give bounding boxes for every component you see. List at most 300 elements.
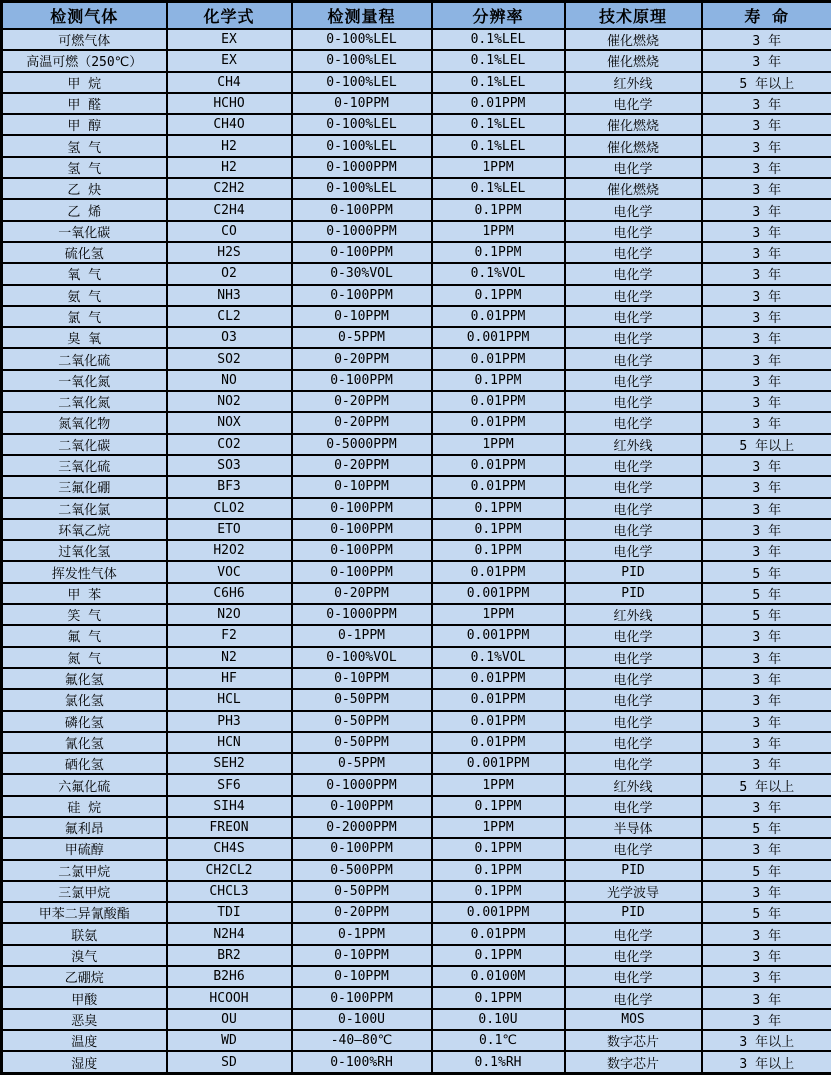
cell-formula: CH4	[167, 72, 292, 93]
cell-gas-name: 氯 气	[2, 306, 167, 327]
cell-lifespan: 3 年	[702, 157, 831, 178]
table-row	[2, 370, 831, 391]
cell-gas-name: 六氟化硫	[2, 774, 167, 795]
cell-gas-name: 硅 烷	[2, 796, 167, 817]
cell-formula: VOC	[167, 561, 292, 582]
table-row	[2, 583, 831, 604]
table-row	[2, 1009, 831, 1030]
cell-resolution: 0.001PPM	[432, 902, 565, 923]
cell-range: 0-100%VOL	[292, 647, 432, 668]
table-row	[2, 817, 831, 838]
cell-range: -40—80℃	[292, 1030, 432, 1051]
cell-lifespan: 3 年	[702, 93, 831, 114]
cell-principle: PID	[565, 561, 702, 582]
cell-gas-name: 恶臭	[2, 1009, 167, 1030]
table-row	[2, 561, 831, 582]
cell-formula: CO	[167, 221, 292, 242]
cell-gas-name: 甲 醛	[2, 93, 167, 114]
cell-principle: 电化学	[565, 923, 702, 944]
table-row	[2, 50, 831, 71]
column-header-formula: 化学式	[167, 2, 292, 30]
cell-resolution: 0.1PPM	[432, 945, 565, 966]
column-header-lifespan: 寿 命	[702, 2, 831, 30]
cell-gas-name: 甲苯二异氰酸酯	[2, 902, 167, 923]
cell-range: 0-5PPM	[292, 327, 432, 348]
cell-range: 0-1PPM	[292, 625, 432, 646]
cell-lifespan: 3 年	[702, 796, 831, 817]
cell-formula: C6H6	[167, 583, 292, 604]
cell-range: 0-5PPM	[292, 753, 432, 774]
table-row	[2, 689, 831, 710]
cell-lifespan: 3 年	[702, 50, 831, 71]
cell-gas-name: 氯化氢	[2, 689, 167, 710]
table-row	[2, 647, 831, 668]
cell-formula: CHCL3	[167, 881, 292, 902]
cell-formula: NH3	[167, 285, 292, 306]
cell-resolution: 1PPM	[432, 817, 565, 838]
cell-range: 0-1000PPM	[292, 604, 432, 625]
cell-formula: N2H4	[167, 923, 292, 944]
cell-resolution: 0.01PPM	[432, 412, 565, 433]
cell-lifespan: 3 年	[702, 306, 831, 327]
table-row	[2, 157, 831, 178]
cell-range: 0-5000PPM	[292, 434, 432, 455]
cell-principle: 电化学	[565, 348, 702, 369]
cell-principle: PID	[565, 902, 702, 923]
cell-principle: 电化学	[565, 263, 702, 284]
table-row	[2, 774, 831, 795]
cell-formula: H2	[167, 157, 292, 178]
cell-gas-name: 三氯甲烷	[2, 881, 167, 902]
cell-lifespan: 3 年	[702, 945, 831, 966]
cell-formula: FREON	[167, 817, 292, 838]
cell-principle: 电化学	[565, 93, 702, 114]
cell-lifespan: 5 年	[702, 902, 831, 923]
cell-formula: O3	[167, 327, 292, 348]
cell-principle: 电化学	[565, 668, 702, 689]
cell-lifespan: 3 年	[702, 668, 831, 689]
table-row	[2, 625, 831, 646]
table-row	[2, 178, 831, 199]
cell-principle: 电化学	[565, 391, 702, 412]
cell-resolution: 0.001PPM	[432, 583, 565, 604]
cell-lifespan: 3 年	[702, 455, 831, 476]
cell-principle: 电化学	[565, 711, 702, 732]
cell-resolution: 0.0100M	[432, 966, 565, 987]
table-row	[2, 434, 831, 455]
cell-gas-name: 氮氧化物	[2, 412, 167, 433]
table-row	[2, 881, 831, 902]
cell-resolution: 0.01PPM	[432, 348, 565, 369]
cell-principle: PID	[565, 860, 702, 881]
cell-principle: 电化学	[565, 838, 702, 859]
cell-resolution: 0.1%VOL	[432, 263, 565, 284]
cell-formula: H2	[167, 135, 292, 156]
cell-principle: 催化燃烧	[565, 135, 702, 156]
cell-lifespan: 5 年	[702, 860, 831, 881]
cell-resolution: 0.1℃	[432, 1030, 565, 1051]
cell-gas-name: 乙 炔	[2, 178, 167, 199]
cell-resolution: 0.01PPM	[432, 476, 565, 497]
cell-lifespan: 3 年	[702, 519, 831, 540]
cell-principle: 数字芯片	[565, 1030, 702, 1051]
cell-formula: NOX	[167, 412, 292, 433]
cell-resolution: 0.001PPM	[432, 753, 565, 774]
cell-range: 0-100%LEL	[292, 114, 432, 135]
cell-range: 0-100PPM	[292, 987, 432, 1008]
cell-principle: 电化学	[565, 221, 702, 242]
table-row	[2, 519, 831, 540]
cell-principle: 数字芯片	[565, 1051, 702, 1073]
cell-resolution: 1PPM	[432, 157, 565, 178]
cell-range: 0-500PPM	[292, 860, 432, 881]
cell-principle: 电化学	[565, 519, 702, 540]
cell-principle: 催化燃烧	[565, 29, 702, 50]
cell-resolution: 0.1%LEL	[432, 135, 565, 156]
cell-range: 0-100%RH	[292, 1051, 432, 1073]
cell-principle: 电化学	[565, 966, 702, 987]
cell-lifespan: 3 年	[702, 711, 831, 732]
cell-lifespan: 3 年	[702, 498, 831, 519]
cell-resolution: 0.01PPM	[432, 306, 565, 327]
cell-gas-name: 氟 气	[2, 625, 167, 646]
cell-lifespan: 3 年	[702, 29, 831, 50]
cell-lifespan: 3 年	[702, 285, 831, 306]
table-row	[2, 221, 831, 242]
cell-formula: NO2	[167, 391, 292, 412]
cell-principle: 红外线	[565, 774, 702, 795]
cell-gas-name: 温度	[2, 1030, 167, 1051]
table-row	[2, 455, 831, 476]
cell-formula: H2O2	[167, 540, 292, 561]
cell-formula: HCL	[167, 689, 292, 710]
cell-gas-name: 过氧化氢	[2, 540, 167, 561]
cell-principle: 电化学	[565, 498, 702, 519]
cell-resolution: 0.1%LEL	[432, 50, 565, 71]
cell-gas-name: 硒化氢	[2, 753, 167, 774]
cell-formula: SIH4	[167, 796, 292, 817]
table-row	[2, 114, 831, 135]
cell-lifespan: 3 年	[702, 987, 831, 1008]
cell-principle: 红外线	[565, 72, 702, 93]
table-row	[2, 306, 831, 327]
cell-gas-name: 环氧乙烷	[2, 519, 167, 540]
cell-formula: TDI	[167, 902, 292, 923]
table-row	[2, 540, 831, 561]
cell-gas-name: 甲 苯	[2, 583, 167, 604]
cell-principle: 电化学	[565, 732, 702, 753]
cell-range: 0-1000PPM	[292, 221, 432, 242]
table-header	[2, 2, 831, 30]
cell-gas-name: 溴气	[2, 945, 167, 966]
cell-range: 0-100U	[292, 1009, 432, 1030]
cell-gas-name: 可燃气体	[2, 29, 167, 50]
cell-lifespan: 3 年	[702, 263, 831, 284]
cell-range: 0-10PPM	[292, 945, 432, 966]
cell-formula: BF3	[167, 476, 292, 497]
cell-range: 0-100PPM	[292, 519, 432, 540]
cell-lifespan: 5 年	[702, 561, 831, 582]
cell-principle: 电化学	[565, 242, 702, 263]
cell-lifespan: 3 年以上	[702, 1030, 831, 1051]
cell-gas-name: 二氧化硫	[2, 348, 167, 369]
cell-lifespan: 5 年以上	[702, 774, 831, 795]
cell-resolution: 0.1PPM	[432, 199, 565, 220]
cell-lifespan: 3 年	[702, 242, 831, 263]
cell-range: 0-100%LEL	[292, 50, 432, 71]
cell-lifespan: 3 年	[702, 1009, 831, 1030]
cell-gas-name: 湿度	[2, 1051, 167, 1073]
cell-resolution: 1PPM	[432, 221, 565, 242]
cell-formula: HCOOH	[167, 987, 292, 1008]
cell-gas-name: 二氧化氮	[2, 391, 167, 412]
cell-lifespan: 3 年	[702, 838, 831, 859]
cell-range: 0-1000PPM	[292, 157, 432, 178]
cell-gas-name: 氟化氢	[2, 668, 167, 689]
cell-lifespan: 3 年	[702, 348, 831, 369]
table-row	[2, 966, 831, 987]
cell-resolution: 1PPM	[432, 604, 565, 625]
cell-resolution: 0.1PPM	[432, 519, 565, 540]
table-row	[2, 327, 831, 348]
cell-principle: 电化学	[565, 285, 702, 306]
cell-range: 0-100PPM	[292, 498, 432, 519]
cell-range: 0-50PPM	[292, 881, 432, 902]
cell-principle: 半导体	[565, 817, 702, 838]
cell-gas-name: 挥发性气体	[2, 561, 167, 582]
cell-formula: H2S	[167, 242, 292, 263]
table-row	[2, 29, 831, 50]
cell-principle: 催化燃烧	[565, 50, 702, 71]
cell-resolution: 0.1PPM	[432, 796, 565, 817]
cell-formula: F2	[167, 625, 292, 646]
cell-formula: CO2	[167, 434, 292, 455]
cell-lifespan: 3 年	[702, 135, 831, 156]
cell-resolution: 0.1PPM	[432, 498, 565, 519]
table-row	[2, 135, 831, 156]
table-row	[2, 263, 831, 284]
cell-principle: 红外线	[565, 604, 702, 625]
cell-range: 0-100%LEL	[292, 72, 432, 93]
table-row	[2, 72, 831, 93]
cell-gas-name: 氰化氢	[2, 732, 167, 753]
cell-lifespan: 3 年	[702, 370, 831, 391]
cell-range: 0-20PPM	[292, 348, 432, 369]
cell-principle: 电化学	[565, 945, 702, 966]
cell-gas-name: 一氧化氮	[2, 370, 167, 391]
cell-formula: SO3	[167, 455, 292, 476]
cell-resolution: 0.01PPM	[432, 561, 565, 582]
cell-formula: C2H2	[167, 178, 292, 199]
cell-range: 0-20PPM	[292, 455, 432, 476]
cell-formula: BR2	[167, 945, 292, 966]
cell-lifespan: 5 年以上	[702, 434, 831, 455]
cell-principle: MOS	[565, 1009, 702, 1030]
cell-principle: 电化学	[565, 625, 702, 646]
cell-resolution: 0.1PPM	[432, 860, 565, 881]
cell-lifespan: 3 年	[702, 881, 831, 902]
cell-formula: SO2	[167, 348, 292, 369]
table-row	[2, 923, 831, 944]
cell-resolution: 0.01PPM	[432, 923, 565, 944]
table-row	[2, 476, 831, 497]
cell-gas-name: 乙硼烷	[2, 966, 167, 987]
cell-resolution: 0.01PPM	[432, 668, 565, 689]
cell-range: 0-100%LEL	[292, 29, 432, 50]
cell-range: 0-20PPM	[292, 412, 432, 433]
table-row	[2, 668, 831, 689]
column-header-gas: 检测气体	[2, 2, 167, 30]
table-row	[2, 604, 831, 625]
cell-gas-name: 甲 醇	[2, 114, 167, 135]
cell-range: 0-100PPM	[292, 285, 432, 306]
cell-principle: 电化学	[565, 455, 702, 476]
cell-principle: 电化学	[565, 647, 702, 668]
cell-gas-name: 二氧化碳	[2, 434, 167, 455]
cell-formula: EX	[167, 50, 292, 71]
table-row	[2, 391, 831, 412]
table-body	[2, 29, 831, 1074]
cell-gas-name: 甲硫醇	[2, 838, 167, 859]
cell-range: 0-100PPM	[292, 199, 432, 220]
cell-lifespan: 3 年	[702, 689, 831, 710]
cell-resolution: 1PPM	[432, 434, 565, 455]
cell-gas-name: 臭 氧	[2, 327, 167, 348]
cell-range: 0-10PPM	[292, 668, 432, 689]
cell-range: 0-10PPM	[292, 93, 432, 114]
cell-lifespan: 3 年	[702, 625, 831, 646]
cell-resolution: 1PPM	[432, 774, 565, 795]
table-row	[2, 199, 831, 220]
cell-gas-name: 氧 气	[2, 263, 167, 284]
cell-principle: 电化学	[565, 370, 702, 391]
cell-formula: NO	[167, 370, 292, 391]
cell-resolution: 0.01PPM	[432, 689, 565, 710]
cell-resolution: 0.01PPM	[432, 455, 565, 476]
cell-range: 0-20PPM	[292, 902, 432, 923]
cell-range: 0-100%LEL	[292, 178, 432, 199]
cell-principle: 电化学	[565, 157, 702, 178]
cell-formula: CH4S	[167, 838, 292, 859]
cell-lifespan: 3 年	[702, 647, 831, 668]
cell-gas-name: 氨 气	[2, 285, 167, 306]
cell-lifespan: 3 年	[702, 412, 831, 433]
cell-gas-name: 一氧化碳	[2, 221, 167, 242]
cell-gas-name: 高温可燃（250℃）	[2, 50, 167, 71]
cell-gas-name: 二氧化氯	[2, 498, 167, 519]
cell-resolution: 0.1PPM	[432, 838, 565, 859]
cell-gas-name: 磷化氢	[2, 711, 167, 732]
table-row	[2, 838, 831, 859]
cell-range: 0-20PPM	[292, 583, 432, 604]
cell-formula: SD	[167, 1051, 292, 1073]
cell-principle: 电化学	[565, 540, 702, 561]
cell-gas-name: 二氯甲烷	[2, 860, 167, 881]
cell-principle: 电化学	[565, 987, 702, 1008]
cell-gas-name: 三氧化硫	[2, 455, 167, 476]
cell-range: 0-100PPM	[292, 242, 432, 263]
cell-range: 0-100PPM	[292, 540, 432, 561]
cell-resolution: 0.1%LEL	[432, 72, 565, 93]
cell-lifespan: 3 年	[702, 199, 831, 220]
cell-formula: ETO	[167, 519, 292, 540]
cell-resolution: 0.1%LEL	[432, 29, 565, 50]
cell-formula: SF6	[167, 774, 292, 795]
table-row	[2, 93, 831, 114]
cell-gas-name: 硫化氢	[2, 242, 167, 263]
cell-principle: 电化学	[565, 327, 702, 348]
cell-range: 0-30%VOL	[292, 263, 432, 284]
cell-gas-name: 氢 气	[2, 157, 167, 178]
table-row	[2, 902, 831, 923]
cell-resolution: 0.001PPM	[432, 327, 565, 348]
table-row	[2, 732, 831, 753]
table-row	[2, 412, 831, 433]
cell-formula: EX	[167, 29, 292, 50]
cell-gas-name: 氟利昂	[2, 817, 167, 838]
cell-principle: PID	[565, 583, 702, 604]
cell-range: 0-10PPM	[292, 966, 432, 987]
cell-lifespan: 3 年	[702, 753, 831, 774]
cell-gas-name: 氮 气	[2, 647, 167, 668]
cell-lifespan: 5 年	[702, 583, 831, 604]
cell-principle: 电化学	[565, 753, 702, 774]
cell-resolution: 0.1%VOL	[432, 647, 565, 668]
cell-principle: 电化学	[565, 476, 702, 497]
cell-gas-name: 甲 烷	[2, 72, 167, 93]
cell-resolution: 0.1PPM	[432, 242, 565, 263]
cell-formula: CH4O	[167, 114, 292, 135]
cell-formula: HCHO	[167, 93, 292, 114]
cell-resolution: 0.01PPM	[432, 93, 565, 114]
cell-formula: O2	[167, 263, 292, 284]
cell-formula: C2H4	[167, 199, 292, 220]
cell-principle: 催化燃烧	[565, 178, 702, 199]
cell-lifespan: 3 年	[702, 732, 831, 753]
cell-range: 0-20PPM	[292, 391, 432, 412]
table-row	[2, 242, 831, 263]
cell-principle: 红外线	[565, 434, 702, 455]
cell-resolution: 0.1PPM	[432, 881, 565, 902]
cell-formula: HCN	[167, 732, 292, 753]
table-row	[2, 1051, 831, 1073]
table-row	[2, 348, 831, 369]
cell-formula: OU	[167, 1009, 292, 1030]
cell-range: 0-50PPM	[292, 711, 432, 732]
table-row	[2, 1030, 831, 1051]
cell-lifespan: 5 年以上	[702, 72, 831, 93]
cell-range: 0-10PPM	[292, 476, 432, 497]
cell-resolution: 0.1%LEL	[432, 114, 565, 135]
table-row	[2, 285, 831, 306]
cell-range: 0-1000PPM	[292, 774, 432, 795]
cell-formula: PH3	[167, 711, 292, 732]
cell-resolution: 0.01PPM	[432, 711, 565, 732]
cell-formula: CL2	[167, 306, 292, 327]
cell-formula: CLO2	[167, 498, 292, 519]
cell-range: 0-50PPM	[292, 732, 432, 753]
table-row	[2, 987, 831, 1008]
cell-range: 0-100%LEL	[292, 135, 432, 156]
column-header-range: 检测量程	[292, 2, 432, 30]
cell-principle: 电化学	[565, 199, 702, 220]
cell-formula: N2	[167, 647, 292, 668]
cell-principle: 电化学	[565, 689, 702, 710]
cell-resolution: 0.001PPM	[432, 625, 565, 646]
cell-range: 0-2000PPM	[292, 817, 432, 838]
cell-range: 0-100PPM	[292, 561, 432, 582]
cell-formula: SEH2	[167, 753, 292, 774]
